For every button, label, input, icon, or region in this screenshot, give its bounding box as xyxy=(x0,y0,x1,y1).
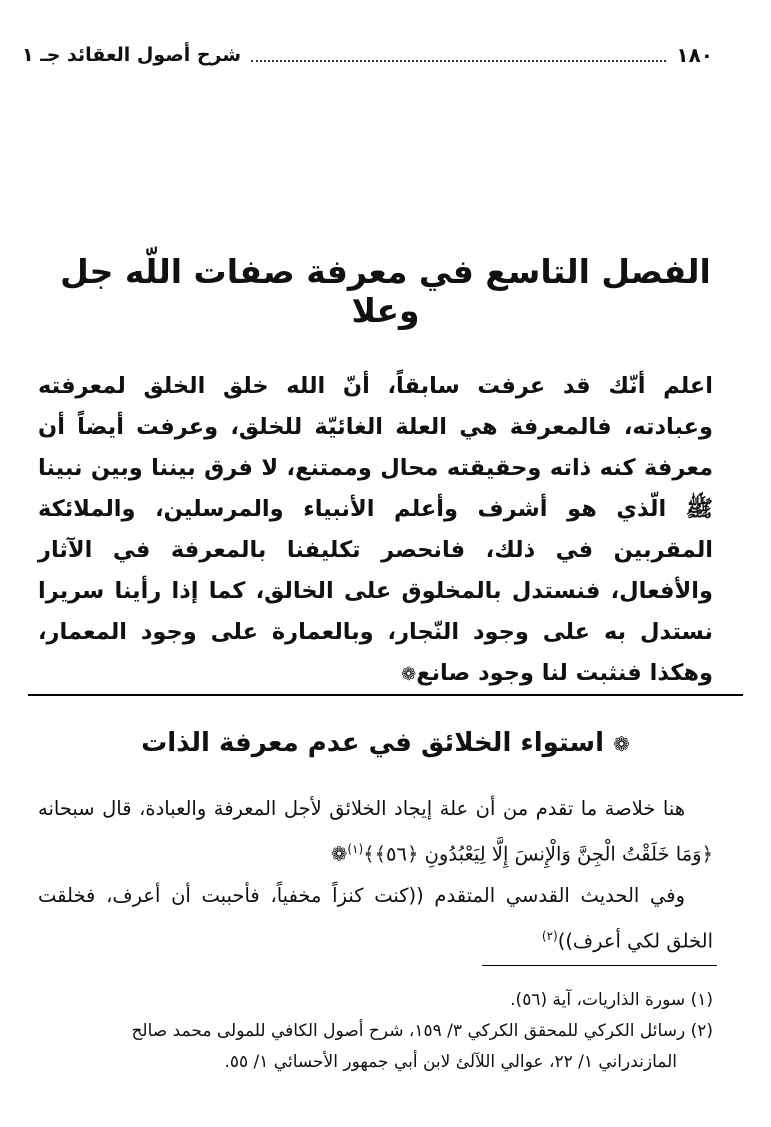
commentary-paragraph xyxy=(38,875,713,962)
commentary-text: وفي الحديث القدسي المتقدم ((كنت كنزاً مخفياً، فأحببت أن أعرف، فخلقت الخلق لكي أعرف)) xyxy=(38,883,713,952)
section-heading xyxy=(40,728,731,758)
footnote-1: (١) سورة الذاريات، آية (٥٦). xyxy=(510,990,713,1010)
header-dot-leader xyxy=(251,48,666,62)
flower-ornament-icon: ❁ xyxy=(613,732,630,756)
commentary-text: هنا خلاصة ما تقدم من أن علة إيجاد الخلائق لأجل المعرفة والعبادة، قال سبحانه xyxy=(38,797,685,820)
footnote-divider xyxy=(482,965,717,966)
main-text-divider xyxy=(28,694,743,696)
footnote-ref[interactable]: (٢) xyxy=(541,928,558,943)
commentary-paragraph xyxy=(38,788,713,875)
book-title: شرح أصول العقائد جـ ١ xyxy=(22,44,242,66)
commentary xyxy=(38,788,713,961)
flower-ornament-icon: ❁ xyxy=(330,842,348,866)
flower-ornament-icon: ❁ xyxy=(401,664,417,685)
running-header xyxy=(22,38,713,72)
main-text xyxy=(38,366,713,695)
quran-verse: ﴿وَمَا خَلَقْتُ الْجِنَّ وَالْإِنسَ إِلَّا لِيَعْبُدُونِ ﴿٥٦﴾﴾ xyxy=(363,842,713,866)
footnote-2-continued: المازندراني ١/ ٢٢، عوالي اللآلئ لابن أبي جمهور الأحسائي ١/ ٥٥. xyxy=(224,1052,677,1072)
footnote-2: (٢) رسائل الكركي للمحقق الكركي ٣/ ١٥٩، شرح أصول الكافي للمولى محمد صالح xyxy=(131,1021,713,1041)
main-paragraph: اعلم أنّك قد عرفت سابقاً، أنّ الله خلق الخلق لمعرفته وعبادته، فالمعرفة هي العلة الغائيّة للخلق، وعرفت أيضاً أن معرفة كنه ذاته وحقيقته محال وممتنع، لا فرق بيننا وبين نبينا ﷺ الّذي هو أشرف وأعلم الأنبياء والمرسلين، والملائكة المقربين في ذلك، فانحصر تكليفنا بالمعرفة في الآثار والأفعال، فنستدل بالمخلوق على الخالق، كما إذا رأينا سريرا نستدل به على وجود النّجار، وبالعمارة على وجود المعمار، وهكذا فنثبت لنا وجود صانع xyxy=(38,373,713,686)
footnotes xyxy=(38,985,713,1078)
chapter-title: الفصل التاسع في معرفة صفات اللّه جل وعلا xyxy=(60,252,711,330)
section-title: استواء الخلائق في عدم معرفة الذات xyxy=(141,728,605,758)
page-number: ١٨٠ xyxy=(676,43,713,67)
footnote-ref[interactable]: (١) xyxy=(347,842,364,856)
